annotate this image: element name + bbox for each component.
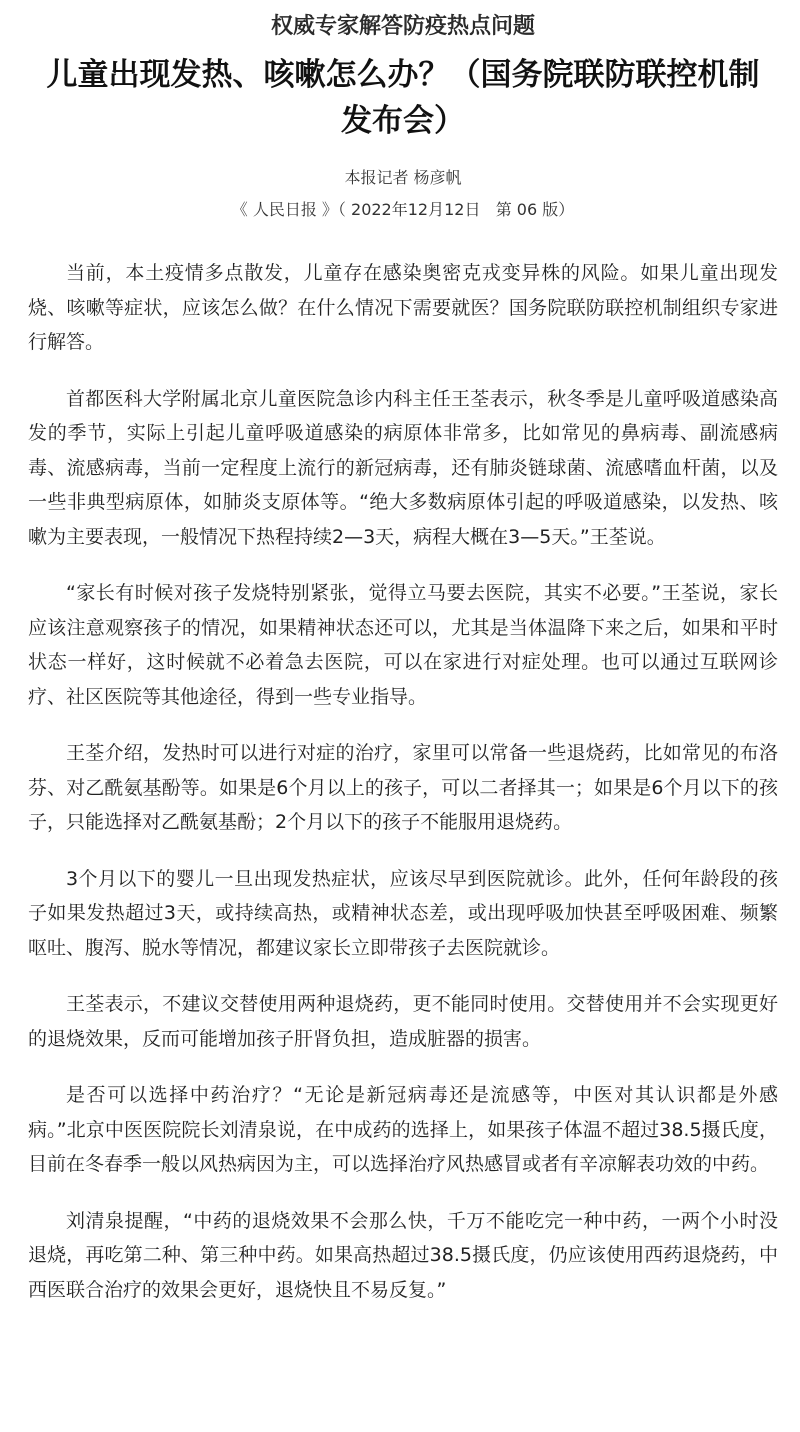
paragraph: 3个月以下的婴儿一旦出现发热症状，应该尽早到医院就诊。此外，任何年龄段的孩子如果发热超过3天，或持续高热，或精神状态差，或出现呼吸加快甚至呼吸困难、频繁呕吐、腹泻、脱水等情况，都建议家长立即带孩子去医院就诊。 bbox=[28, 867, 778, 959]
paragraph: 当前，本土疫情多点散发，儿童存在感染奥密克戎变异株的风险。如果儿童出现发烧、咳嗽等症状，应该怎么做？在什么情况下需要就医？国务院联防联控机制组织专家进行解答。 bbox=[28, 262, 778, 353]
article-source: 《 人民日报 》（ 2022年12月12日 第 06 版） bbox=[231, 200, 575, 219]
paragraph: “家长有时候对孩子发烧特别紧张，觉得立马要去医院，其实不必要。”王荃说，家长应该注意观察孩子的情况，如果精神状态还可以，尤其是当体温降下来之后，如果和平时状态一样好，这时候就不必着急去医院，可以在家进行对症处理。也可以通过互联网诊疗、社区医院等其他途径，得到一些专业指导。 bbox=[28, 582, 778, 708]
paragraph: 首都医科大学附属北京儿童医院急诊内科主任王荃表示，秋冬季是儿童呼吸道感染高发的季节，实际上引起儿童呼吸道感染的病原体非常多，比如常见的鼻病毒、副流感病毒、流感病毒，当前一定程度上流行的新冠病毒，还有肺炎链球菌、流感嗜血杆菌，以及一些非典型病原体，如肺炎支原体等。“绝大多数病原体引起的呼吸道感染，以发热、咳嗽为主要表现，一般情况下热程持续2—3天，病程大概在3—5天。”王荃说。 bbox=[28, 387, 778, 548]
paragraph: 是否可以选择中药治疗？“无论是新冠病毒还是流感等，中医对其认识都是外感病。”北京中医医院院长刘清泉说，在中成药的选择上，如果孩子体温不超过38.5摄氏度，目前在冬春季一般以风热病因为主，可以选择治疗风热感冒或者有辛凉解表功效的中药。 bbox=[28, 1084, 778, 1175]
paragraph: 王荃表示，不建议交替使用两种退烧药，更不能同时使用。交替使用并不会实现更好的退烧效果，反而可能增加孩子肝肾负担，造成脏器的损害。 bbox=[28, 993, 778, 1050]
paragraph: 刘清泉提醒，“中药的退烧效果不会那么快，千万不能吃完一种中药，一两个小时没退烧，再吃第二种、第三种中药。如果高热超过38.5摄氏度，仍应该使用西药退烧药，中西医联合治疗的效果会更好，退烧快且不易反复。” bbox=[28, 1209, 778, 1301]
article-kicker: 权威专家解答防疫热点问题 bbox=[270, 14, 535, 39]
article-body bbox=[28, 256, 778, 1307]
paragraph: 王荃介绍，发热时可以进行对症的治疗，家里可以常备一些退烧药，比如常见的布洛芬、对乙酰氨基酚等。如果是6个月以上的孩子，可以二者择其一；如果是6个月以下的孩子，只能选择对乙酰氨基酚；2个月以下的孩子不能服用退烧药。 bbox=[28, 742, 778, 833]
article-headline: 儿童出现发热、咳嗽怎么办？（国务院联防联控机制发布会） bbox=[46, 57, 760, 139]
article-byline: 本报记者 杨彦帆 bbox=[344, 168, 462, 187]
